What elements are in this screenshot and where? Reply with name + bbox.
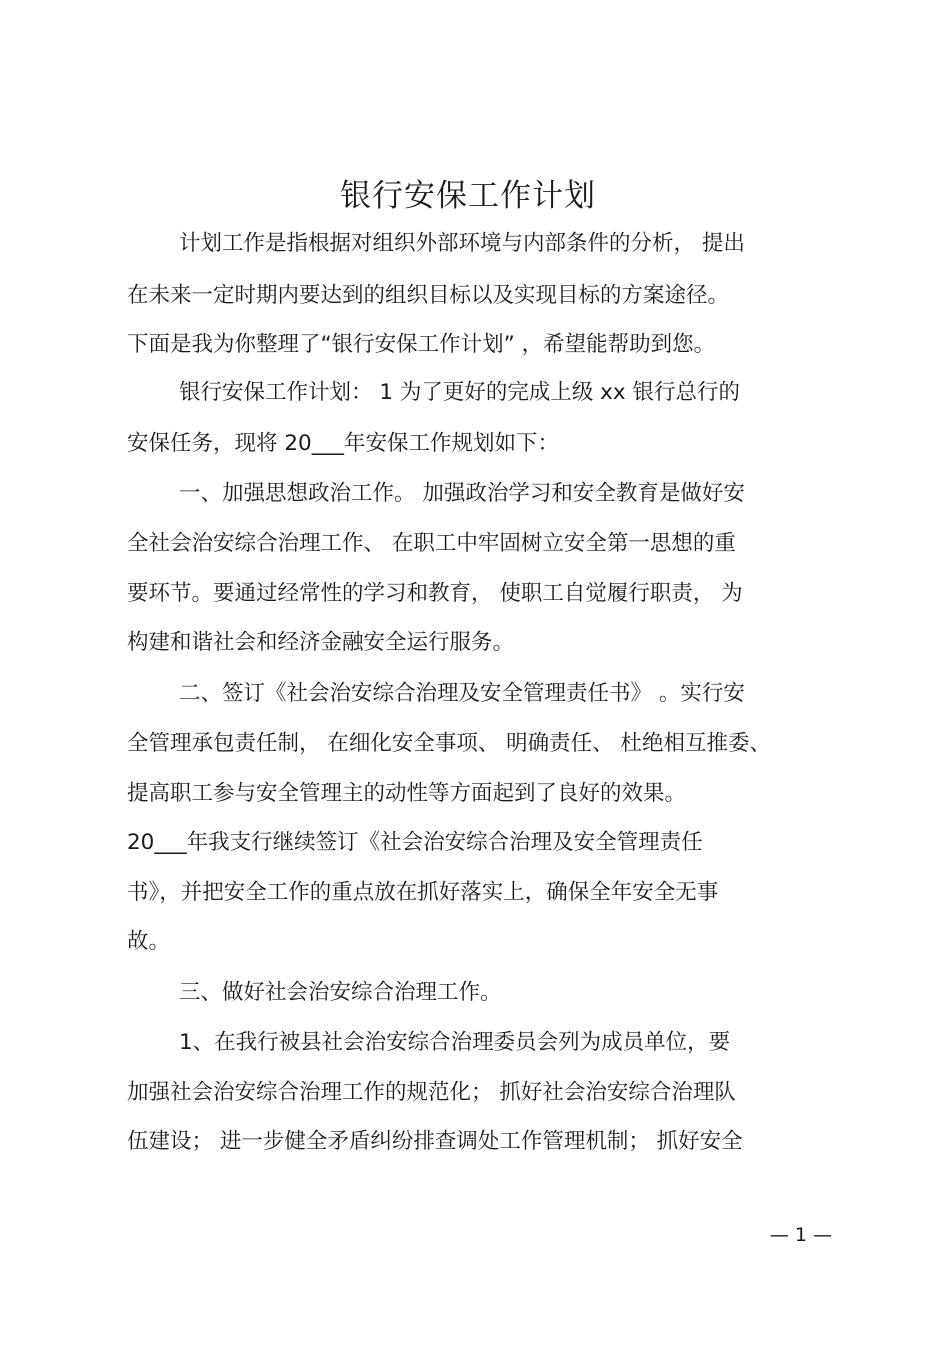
- text-line: 下面是我为你整理了“银行安保工作计划” ，希望能帮助到您。: [127, 332, 716, 357]
- text-line: 提高职工参与安全管理主的动性等方面起到了良好的效果。: [127, 781, 687, 806]
- document-title: 银行安保工作计划: [340, 178, 596, 214]
- text-line: 要环节。要通过经常性的学习和教育， 使职工自觉履行职责， 为: [127, 581, 743, 606]
- text-line: 银行安保工作计划： 1 为了更好的完成上级 xx 银行总行的: [179, 380, 740, 405]
- text-line: 二、签订《社会治安综合治理及安全管理责任书》 。实行安: [179, 681, 745, 706]
- text-line: 在未来一定时期内要达到的组织目标以及实现目标的方案途径。: [127, 283, 730, 308]
- text-line: 伍建设； 进一步健全矛盾纠纷排查调处工作管理机制； 抓好安全: [127, 1129, 743, 1154]
- text-line: 故。: [127, 929, 171, 954]
- text-line: 三、做好社会治安综合治理工作。: [179, 980, 502, 1005]
- text-line: 构建和谐社会和经济金融安全运行服务。: [127, 630, 515, 655]
- text-line: 1、在我行被县社会治安综合治理委员会列为成员单位，要: [179, 1030, 731, 1055]
- text-line: 全社会治安综合治理工作、 在职工中牢固树立安全第一思想的重: [127, 531, 736, 556]
- text-line: 20___年我支行继续签订《社会治安综合治理及安全管理责任: [127, 830, 703, 855]
- text-line: 计划工作是指根据对组织外部环境与内部条件的分析， 提出: [179, 231, 745, 256]
- page-number: — 1 —: [769, 1224, 832, 1246]
- text-line: 加强社会治安综合治理工作的规范化； 抓好社会治安综合治理队: [127, 1080, 736, 1105]
- text-line: 安保任务，现将 20___年安保工作规划如下：: [127, 431, 559, 456]
- text-line: 一、加强思想政治工作。 加强政治学习和安全教育是做好安: [179, 481, 745, 506]
- text-line: 全管理承包责任制， 在细化安全事项、 明确责任、 杜绝相互推委、: [127, 731, 772, 756]
- text-line: 书》，并把安全工作的重点放在抓好落实上，确保全年安全无事: [127, 880, 719, 905]
